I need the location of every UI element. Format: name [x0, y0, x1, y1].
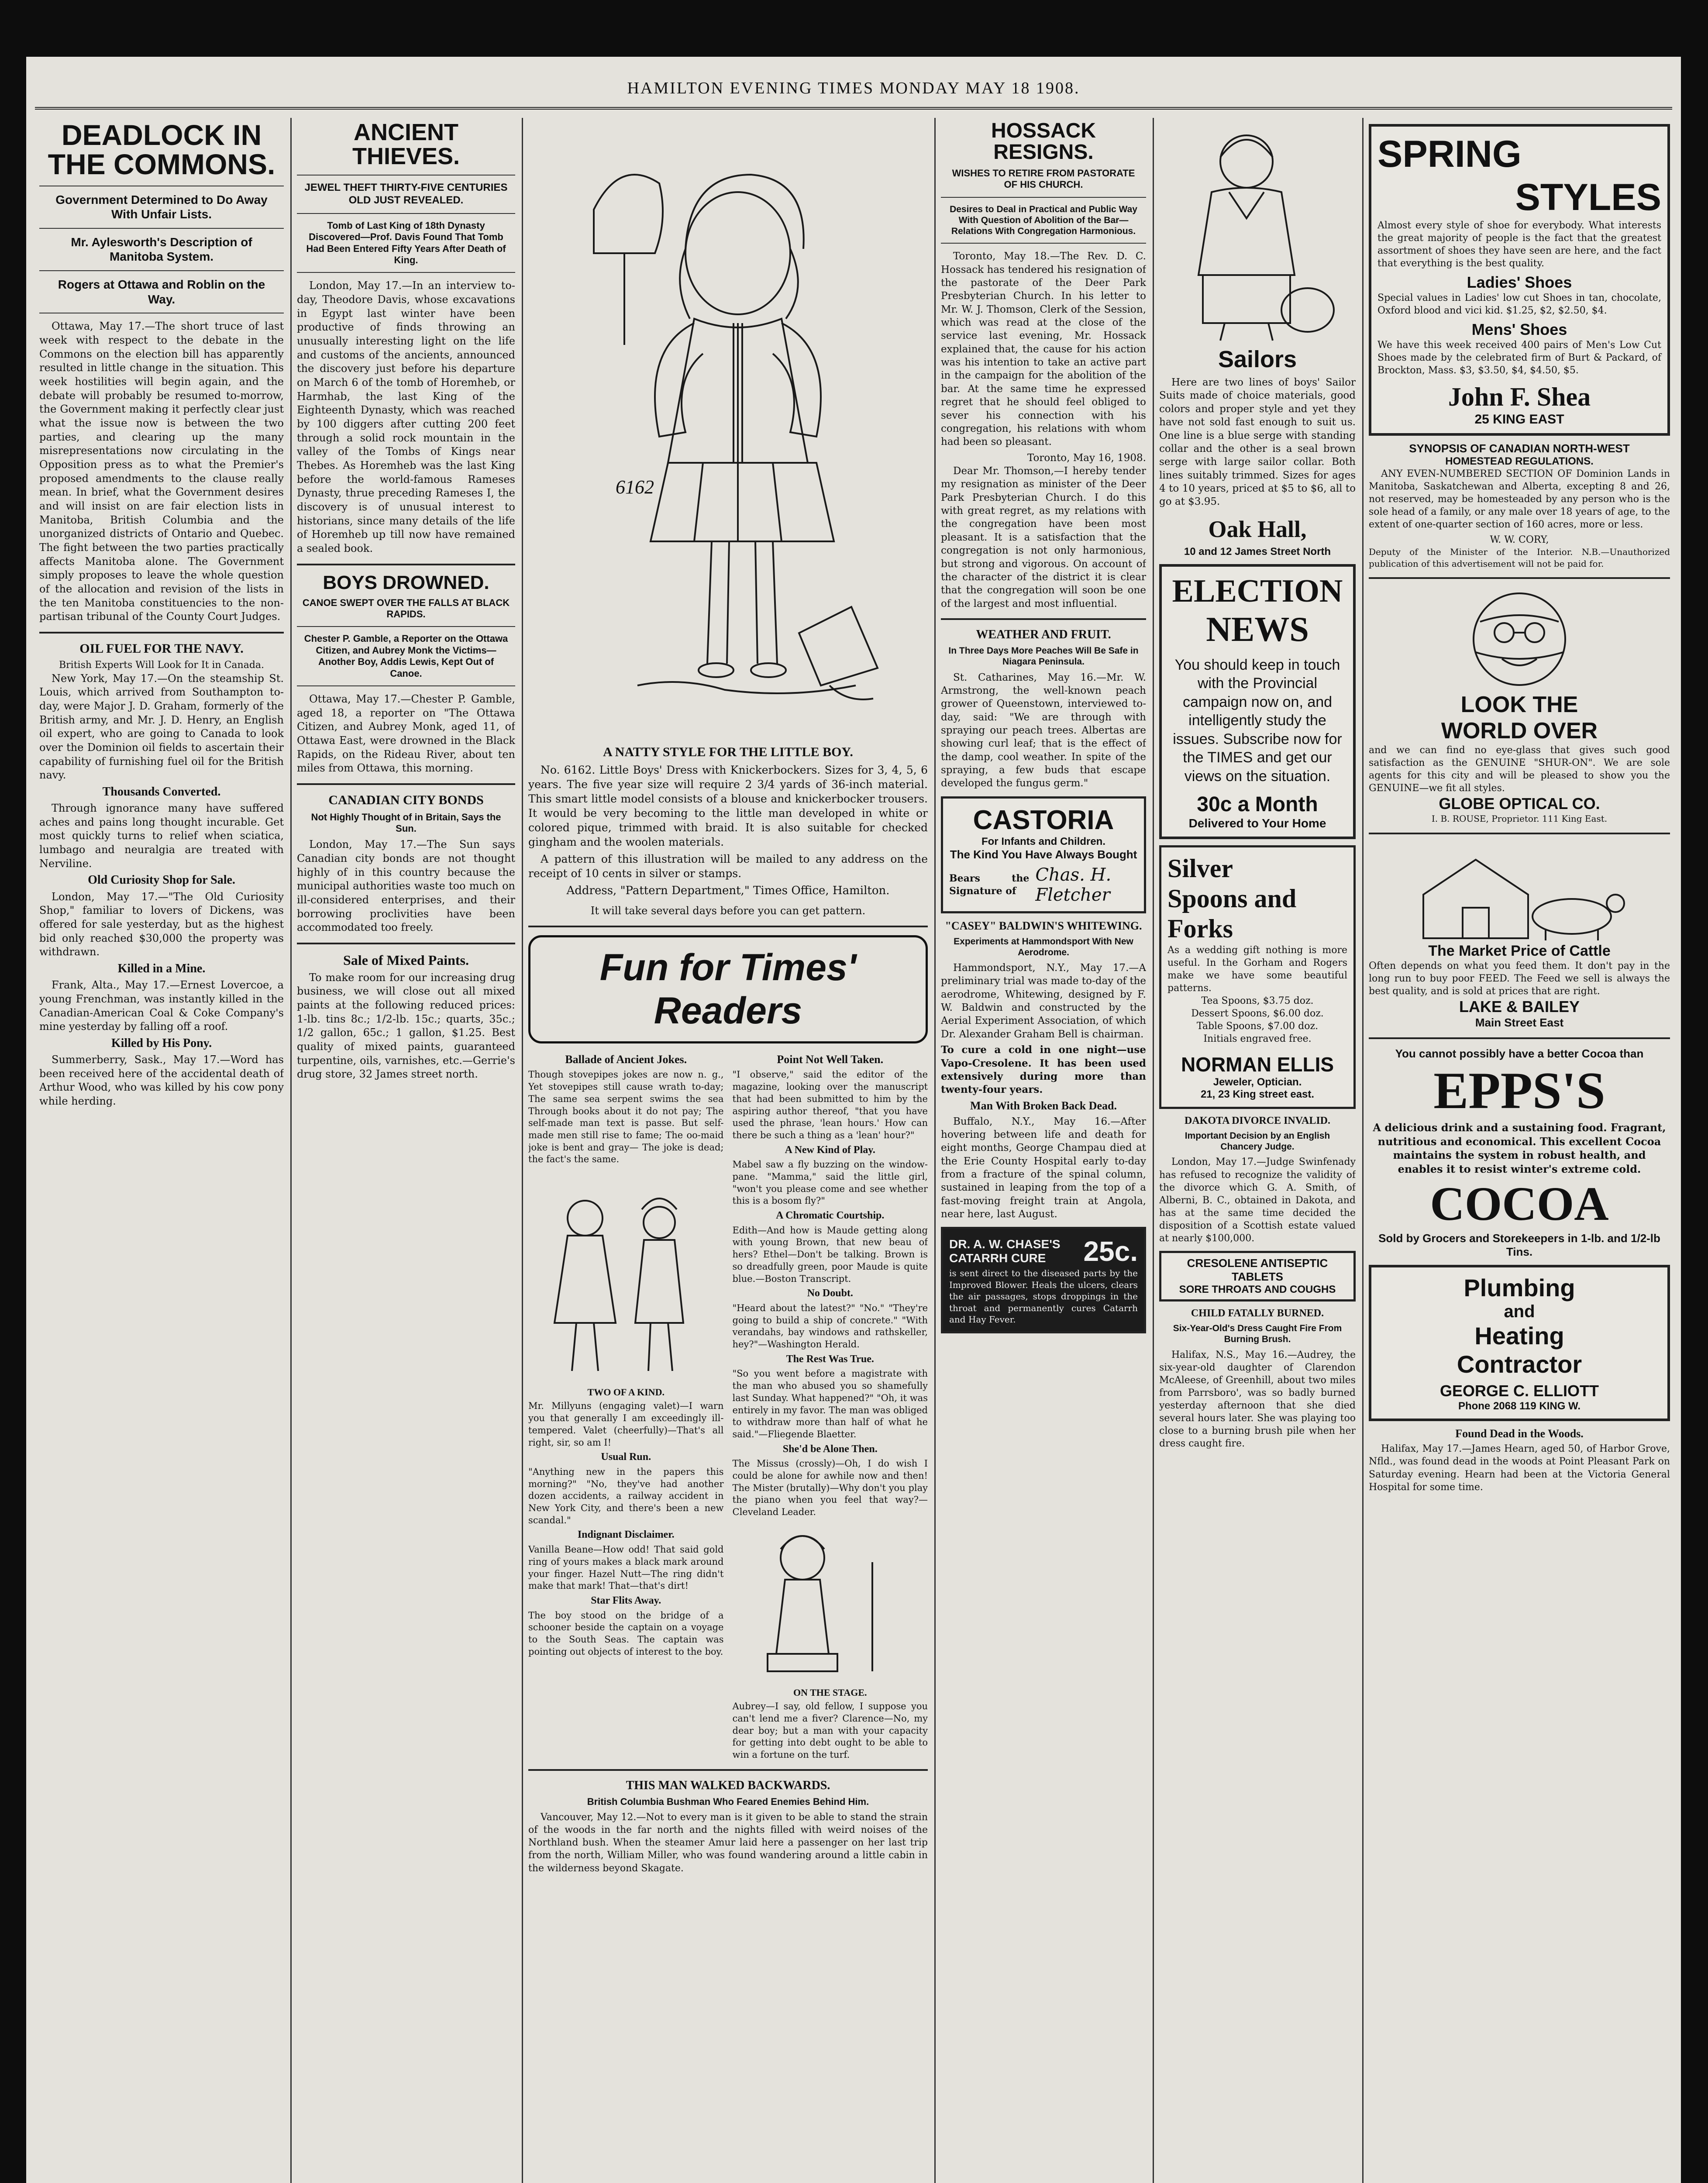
- sailors-title: Sailors: [1218, 346, 1297, 372]
- courtship-text: Edith—And how is Maude getting along with young Brown, that new beau of hers? Ethel—Don't be talking. Brown is so dreadfully green, poor Maude is quite blue.—Boston Transcript.: [732, 1225, 928, 1284]
- headline-oil: OIL FUEL FOR THE NAVY.: [79, 641, 244, 656]
- two-of-a-kind-cartoon: [528, 1166, 724, 1384]
- column-6: [1369, 118, 1670, 2183]
- globe-address: I. B. ROUSE, Proprietor. 111 King East.: [1431, 813, 1608, 824]
- headline-mine: Killed in a Mine.: [117, 961, 206, 975]
- cattle-head: The Market Price of Cattle: [1428, 942, 1611, 959]
- backwards-text: Vancouver, May 12.—Not to every man is it given to be able to stand the strain of the woods in the far north and the nights filled with weird noises of the Northland bush. When the steamer Amur laid here a passenger on her last trip from the north, William Miller, who was found wandering around a little cabin in the wilderness beyond Skagate.: [528, 1812, 928, 1874]
- globe-face-icon: [1463, 587, 1576, 692]
- casey-text: Hammondsport, N.Y., May 17.—A preliminary trial was made to-day of the aerodrome, Whitewing, designed by F. W. Baldwin and constructed by the Aerial Experiment Association, of which Dr. Alexander Graham Bell is chairman.: [941, 962, 1146, 1040]
- shea-ad: [1369, 124, 1670, 436]
- headline-curiosity: Old Curiosity Shop for Sale.: [88, 873, 235, 887]
- headline-hossack: HOSSACK RESIGNS.: [991, 119, 1096, 164]
- headline-paints: Sale of Mixed Paints.: [343, 952, 469, 968]
- elliott-address: Phone 2068 119 KING W.: [1458, 1400, 1581, 1412]
- caption-text: No. 6162. Little Boys' Dress with Knickerbockers. Sizes for 3, 4, 5, 6 years. The five year size will require 2 3/4 yards of 36-inch material. This smart little model consists of a blouse and knickerbocker trousers. It would be very becoming to the little man developed in white or colored pique, trimmed with braid. It is also suitable for checked gingham and the woolen materials. A pattern of this illustration will be mailed to any address on the receipt of 10 cents in silver or stamps.: [528, 763, 928, 880]
- silver-price: Tea Spoons, $3.75 doz.: [1201, 995, 1314, 1007]
- indignant-head: Indignant Disclaimer.: [577, 1529, 675, 1541]
- article-body: London, May 17.—In an interview to-day, Theodore Davis, whose excavations in Egypt last winter have been productive of finds throwing an unusually interesting light on the life and customs of the ancients, announced the discovery just before his departure on March 6 of the tomb of Horemheb, or Harmhab, the last King of the Eighteenth Dynasty, which was reached by 100 diggers after cutting 200 feet through a solid rock mountain in the valley of the Tombs of Kings near Thebes. As Horemheb was the last King before the world-famous Rameses Dynasty, thrue preceding Rameses I, the discovery is of unusual interest to historians, since many details of the life of Horemheb up till now have remained a sealed book.: [297, 279, 515, 555]
- spring-text: Almost every style of shoe for everybody. What interests the great majority of people is the fact that the greatest assortment of shoes they have seen are here, and the fact that everything is the best quality.: [1377, 220, 1661, 269]
- article-body: Summerberry, Sask., May 17.—Word has been received here of the accidental death of Arthur Wood, who was killed by his cow pony while herding.: [39, 1054, 284, 1108]
- deck: JEWEL THEFT THIRTY-FIVE CENTURIES OLD JUST REVEALED.: [304, 182, 508, 206]
- usual-head: Usual Run.: [601, 1451, 651, 1463]
- look-title: LOOK THE: [1460, 692, 1578, 718]
- election-delivery: Delivered to Your Home: [1188, 816, 1326, 830]
- silver-title: Silver: [1167, 854, 1233, 883]
- silver-price: Table Spoons, $7.00 doz.: [1196, 1021, 1319, 1032]
- castoria-signature: Chas. H. Fletcher: [1035, 864, 1112, 905]
- column-2: [297, 118, 515, 2183]
- deck: CANOE SWEPT OVER THE FALLS AT BLACK RAPIDS.: [302, 597, 510, 620]
- courtship-head: A Chromatic Courtship.: [776, 1210, 885, 1222]
- lake-name: LAKE & BAILEY: [1459, 997, 1580, 1016]
- shea-name: John F. Shea: [1448, 382, 1591, 412]
- plumbing-ad: [1369, 1265, 1670, 1421]
- plumbing-title: Heating: [1474, 1322, 1564, 1350]
- synopsis-text: ANY EVEN-NUMBERED SECTION OF Dominion Lands in Manitoba, Saskatchewan and Alberta, excepting 8 and 26, not reserved, may be homesteaded by any person who is the sole head of a family, or any male over 18 years of age, to the extent of one-quarter section of 160 acres, more or less.: [1369, 468, 1670, 530]
- article-body: To make room for our increasing drug business, we will close out all mixed paints at the following reduced prices: 1-lb. tins 8c.; 1/2-lb. 15c.; quarts, 35c.; 1/2 gallon, 65c.; 1 gallon, $1.25. Best quality of mixed paints, guaranteed turpentine, oils, varnishes, etc.—Gerrie's drug store, 32 James street north.: [297, 971, 515, 1081]
- point-text: "I observe," said the editor of the magazine, looking over the manuscript that had been submitted to him by the aspiring author thereof, "that you have used the phrase, 'lean hours.' How can there be such a thing as a 'lean' hour?": [732, 1069, 928, 1140]
- stage-figures: [733, 1518, 916, 1684]
- nodoubt-text: "Heard about the latest?" "No." "They're going to build a ship of concrete." "With verandahs, bay windows and rathskeller, hey?"—Washington Herald.: [732, 1302, 928, 1350]
- synopsis-sub: HOMESTEAD REGULATIONS.: [1445, 455, 1594, 468]
- fashion-illustration: [528, 118, 928, 742]
- ballad: Though stovepipes jokes are now n. g., Yet stovepipes still cause wrath to-day; The same sea serpent swims the sea Through books about it do not pay; The self-made man text is passe. But self-made men still rise to fame; The oo-maid joke is bent and gray— The joke is dead; the fact's the same.: [528, 1069, 724, 1165]
- sailor-boy-illustration: [1159, 118, 1356, 345]
- mens-text: We have this week received 400 pairs of Men's Low Cut Shoes made by the celebrated firm of Burt & Packard, of Brockton, Mass. $3, $3.50, $4, $4.50, $5.: [1377, 340, 1661, 376]
- silver-initials: Initials engraved free.: [1203, 1033, 1312, 1045]
- deck: Experiments at Hammondsport With New Aerodrome.: [954, 936, 1133, 957]
- lake-address: Main Street East: [1475, 1016, 1564, 1029]
- barn-cattle-drawing: [1397, 842, 1642, 943]
- woods-text: Halifax, May 17.—James Hearn, aged 50, of Harbor Grove, Nfld., was found dead in the woods at Point Pleasant Park on Saturday evening. Hearn had been at the Victoria General Hospital for some time.: [1369, 1443, 1670, 1493]
- two-of-a-kind-text: Mr. Millyuns (engaging valet)—I warn you that generally I am exceedingly ill-tempered. Valet (cheerfully)—That's all right, sir, so am I!: [528, 1401, 724, 1448]
- article-body: Frank, Alta., May 17.—Ernest Lovercoe, a young Frenchman, was instantly killed in the Canadian-American Coal & Coke Company's mine yesterday by falling off a roof.: [39, 979, 284, 1033]
- oakhall-address: 10 and 12 James Street North: [1184, 545, 1331, 558]
- silver-price: Dessert Spoons, $6.00 doz.: [1191, 1008, 1324, 1019]
- column-rule: [522, 118, 523, 2183]
- look-text: and we can find no eye-glass that gives such good satisfaction as the GENUINE "SHUR-ON". We are sole agents for this city and will be pleased to show you the GENUINE—we fit all styles.: [1369, 745, 1670, 794]
- headline-pony: Killed by His Pony.: [111, 1036, 212, 1050]
- stage-title: ON THE STAGE.: [793, 1687, 867, 1698]
- play-text: Mabel saw a fly buzzing on the window-pane. "Mamma," said the little girl, "won't you please come and see whether this is a bosom fly?": [732, 1159, 928, 1206]
- shea-address: 25 KING EAST: [1474, 412, 1564, 427]
- stage-text: Aubrey—I say, old fellow, I suppose you can't lend me a fiver? Clarence—No, my dear boy; but a man with your capacity for getting into debt ought to be able to win a fortune on the turf.: [732, 1701, 928, 1760]
- letter-body: Dear Mr. Thomson,—I hereby tender my resignation as minister of the Deer Park Presbyterian Church. I do this with great regret, as my relations with the congregation have been most pleasant. It is a satisfaction that the congregation is not only harmonious, but strong and vigorous. On account of the character of the district it is clear that the congregation will soon be one of the largest and most influential.: [941, 465, 1146, 609]
- cresolene-ad: [1159, 1251, 1356, 1302]
- column-rule: [290, 118, 292, 2183]
- chase-ad: [941, 1227, 1146, 1333]
- figure-number: 6162: [616, 476, 654, 498]
- ballad-head: Ballade of Ancient Jokes.: [565, 1053, 687, 1066]
- look-title2: WORLD OVER: [1441, 718, 1598, 744]
- pattern-address: Address, "Pattern Department," Times Office, Hamilton.: [566, 884, 890, 897]
- cocoa-sub: Sold by Grocers and Storekeepers in 1-lb. and 1/2-lb Tins.: [1378, 1231, 1660, 1258]
- column-4: [941, 118, 1146, 2183]
- masthead: HAMILTON EVENING TIMES MONDAY MAY 18 1908.: [627, 79, 1080, 97]
- star-head: Star Flits Away.: [591, 1594, 661, 1606]
- divorce-head: DAKOTA DIVORCE INVALID.: [1184, 1115, 1331, 1126]
- farm-illustration: [1369, 842, 1670, 943]
- cocoa-title: COCOA: [1430, 1177, 1609, 1230]
- column-rule: [1362, 118, 1364, 2183]
- deck: British Columbia Bushman Who Feared Enemies Behind Him.: [587, 1796, 869, 1807]
- column-5: [1159, 118, 1356, 2183]
- headline-deadlock: DEADLOCK IN THE COMMONS.: [48, 119, 275, 181]
- deck: In Three Days More Peaches Will Be Safe in Niagara Peninsula.: [948, 646, 1139, 667]
- oakhall-title: Oak Hall,: [1208, 516, 1307, 542]
- star-text: The boy stood on the bridge of a schooner beside the captain on a voyage to the South Seas. The captain was pointing out objects of interest to the boy.: [528, 1610, 724, 1657]
- article-body: Ottawa, May 17.—The short truce of last week with respect to the debate in the Commons on the election bill has apparently resulted in little change in the situation. This week hostilities will begin again, and the debate will probably be resumed to-morrow, the Government making it perfectly clear just what the issue now is between the two parties, and clearing up the many misrepresentations now circulating in the Opposition press as to what the Premier's proposed amendments to the clause really mean. In brief, what the Government desires and will insist on are fair election lists in Manitoba, British Columbia and the unorganized districts of Ontario and Quebec. The fight between the two parties practically affects Manitoba alone. The Government simply proposes to leave the whole question of the allocation and revision of the lists in the ten Manitoba constituencies to the non-partisan tribunal of the County Court Judges.: [39, 320, 284, 623]
- ellis-address: 21, 23 King street east.: [1200, 1088, 1315, 1100]
- indignant-text: Vanilla Beane—How odd! That said gold ring of yours makes a black mark around your finger. Hazel Nutt—The ring didn't make that mark! That—that's dirt!: [528, 1544, 724, 1591]
- election-text: You should keep in touch with the Provincial campaign now on, and intelligently study the issues. Subscribe now for the TIMES and get our views on the situation.: [1173, 656, 1342, 785]
- election-title2: NEWS: [1206, 610, 1309, 649]
- epps-text: A delicious drink and a sustaining food. Fragrant, nutritious and economical. This excellent Cocoa maintains the system in robust health, and enables it to resist winter's extreme cold.: [1373, 1121, 1666, 1175]
- corey-name: W. W. CORY,: [1490, 534, 1549, 546]
- woods-head: Found Dead in the Woods.: [1455, 1427, 1584, 1440]
- mens-title: Mens' Shoes: [1471, 320, 1567, 339]
- plumbing-title: Contractor: [1457, 1350, 1582, 1378]
- alone-text: The Missus (crossly)—Oh, I do wish I could be alone for awhile now and then! The Mister (brutally)—Why don't you play the piano when you feel that way?—Cleveland Leader.: [732, 1458, 928, 1518]
- deck: Tomb of Last King of 18th Dynasty Discovered—Prof. Davis Found That Tomb Had Been Entered Fifty Years After Death of King.: [306, 220, 506, 265]
- weather-head: WEATHER AND FRUIT.: [976, 627, 1111, 641]
- synopsis-head: SYNOPSIS OF CANADIAN NORTH-WEST: [1409, 442, 1630, 455]
- masthead-rule: [35, 107, 1672, 110]
- headline-ancient-thieves: ANCIENT THIEVES.: [352, 119, 460, 170]
- silver-ad: [1159, 845, 1356, 1109]
- elliott-name: GEORGE C. ELLIOTT: [1439, 1381, 1599, 1400]
- column-1: [39, 118, 284, 2183]
- castoria-sub: For Infants and Children.: [981, 835, 1105, 847]
- alone-head: She'd be Alone Then.: [782, 1443, 878, 1455]
- castoria-ad: [941, 796, 1146, 913]
- silver-title: Forks: [1167, 914, 1233, 943]
- two-of-a-kind-title: TWO OF A KIND.: [587, 1387, 665, 1398]
- globe-illustration: [1369, 587, 1670, 692]
- cresolene-sub: SORE THROATS AND COUGHS: [1179, 1283, 1336, 1295]
- deck: Not Highly Thought of in Britain, Says the Sun.: [311, 811, 501, 834]
- article-body: London, May 17.—The Sun says Canadian city bonds are not thought highly of in this country because the municipal authorities waste too much on ill-considered enterprises, and their borrowing proclivities have been accommodated too freely.: [297, 838, 515, 934]
- plumbing-title: and: [1504, 1302, 1535, 1321]
- spring-title: SPRING: [1377, 133, 1522, 175]
- chase-text: is sent direct to the diseased parts by the Improved Blower. Heals the ulcers, clears the air passages, stops droppings in the throat and permanently cures Catarrh and Hay Fever.: [949, 1268, 1138, 1325]
- boy-dress-illustration: [528, 118, 928, 742]
- play-head: A New Kind of Play.: [785, 1144, 875, 1156]
- point-head: Point Not Well Taken.: [777, 1053, 884, 1066]
- epps-pre: You cannot possibly have a better Cocoa than: [1395, 1047, 1644, 1060]
- deck: Chester P. Gamble, a Reporter on the Ottawa Citizen, and Aubrey Monk the Victims—Another Boy, Addis Lewis, Kept Out of Canoe.: [304, 633, 508, 679]
- article-body: Through ignorance many have suffered aches and pains long thought incurable. Get most quickly turns to relief when sciatica, lumbago and neuralgia are treated with Nerviline.: [39, 802, 284, 870]
- epps-title: EPPS'S: [1433, 1061, 1605, 1119]
- sailors-text: Here are two lines of boys' Sailor Suits made of choice materials, good colors and proper style and yet they have not sold fast enough to suit us. One line is a blue serge with standing collar and the other is a seal brown serge with large sailor collar. Both lines suitably trimmed. Sizes for ages 4 to 10 years, priced at $5 to $6, all to go at $3.95.: [1159, 377, 1356, 508]
- cresolene-title: CRESOLENE ANTISEPTIC TABLETS: [1187, 1256, 1328, 1283]
- globe-name: GLOBE OPTICAL CO.: [1439, 795, 1600, 813]
- fun-columns: [528, 1050, 928, 1761]
- backwards-head: THIS MAN WALKED BACKWARDS.: [626, 1778, 830, 1792]
- caption-head: A NATTY STYLE FOR THE LITTLE BOY.: [603, 745, 853, 759]
- vapo-text: To cure a cold in one night—use Vapo-Cresolene. It has been used extensively during more than twenty-four years.: [941, 1044, 1146, 1096]
- silver-title: Spoons and: [1167, 884, 1297, 913]
- nodoubt-head: No Doubt.: [807, 1288, 853, 1299]
- chase-name: DR. A. W. CHASE'S CATARRH CURE: [949, 1237, 1061, 1265]
- burned-text: Halifax, N.S., May 16.—Audrey, the six-year-old daughter of Clarendon McAleese, of Greenhill, about two miles from Parrsboro', was so badly burned yesterday afternoon that she died several hours later. She was playing too close to a burning brush pile when her dress caught fire.: [1159, 1349, 1356, 1449]
- column-3: [528, 118, 928, 2183]
- on-the-stage-cartoon: [733, 1518, 928, 1684]
- article-body: New York, May 17.—On the steamship St. Louis, which arrived from Southampton to-day, were Major J. D. Graham, formerly of the British army, and Mr. J. D. Henry, an English oil expert, who are going to Canada to look over the Dominion oil fields to ascertain their capability of furnishing fuel oil for the British navy.: [39, 672, 284, 782]
- corey-text: Deputy of the Minister of the Interior. N.B.—Unauthorized publication of this advertisement will not be paid for.: [1369, 547, 1670, 569]
- deck: Desires to Deal in Practical and Public Way With Question of Abolition of the Bar—Relations With Congregation Harmonious.: [950, 204, 1137, 237]
- broken-head: Man With Broken Back Dead.: [970, 1099, 1117, 1112]
- article-body: London, May 17.—"The Old Curiosity Shop," familiar to lovers of Dickens, was offered for sale yesterday, but as the highest bid only reached $30,000 the property was withdrawn.: [39, 890, 284, 958]
- burned-head: CHILD FATALLY BURNED.: [1191, 1307, 1324, 1319]
- ellis-title: NORMAN ELLIS: [1181, 1053, 1334, 1076]
- newspaper-page: [26, 57, 1681, 2183]
- deck: Mr. Aylesworth's Description of Manitoba System.: [71, 235, 252, 264]
- castoria-title: CASTORIA: [973, 805, 1114, 835]
- deck: Rogers at Ottawa and Roblin on the Way.: [58, 278, 265, 306]
- sailor-boy-drawing: [1159, 118, 1356, 345]
- deck: Six-Year-Old's Dress Caught Fire From Burning Brush.: [1173, 1323, 1342, 1345]
- broken-text: Buffalo, N.Y., May 16.—After hovering between life and death for eight months, George Champau died at the Erie County Hospital early to-day from a fracture of the spinal column, sustained in leaping from the top of a fast-moving freight train at Angola, near here, last August.: [941, 1116, 1146, 1220]
- cattle-text: Often depends on what you feed them. It don't pay in the long run to buy poor FEED. The Feed we sell is always the best quality, and is sold at prices that are right.: [1369, 960, 1670, 997]
- ladies-title: Ladies' Shoes: [1467, 273, 1572, 292]
- ladies-text: Special values in Ladies' low cut Shoes in tan, chocolate, Oxford blood and vici kid. $1.25, $2, $2.50, $4.: [1377, 293, 1661, 317]
- deck: WISHES TO RETIRE FROM PASTORATE OF HIS CHURCH.: [952, 167, 1135, 190]
- article-body: Toronto, May 18.—The Rev. D. C. Hossack has tendered his resignation of the pastorate of the Deer Park Presbyterian Church. In his letter to Mr. W. J. Thomson, Clerk of the Session, which was read at the close of the service last evening, Mr. Hossack explained that, the cause for his action was his intention to take an active part in the campaign for the abolition of the bar. At the same time he expressed regret that he should feel obliged to sever his connection with his congregation, his relations with whom had been so pleasant.: [941, 251, 1146, 448]
- column-rule: [934, 118, 936, 2183]
- election-price: 30c a Month: [1197, 793, 1318, 816]
- deck: Government Determined to Do Away With Unfair Lists.: [55, 193, 268, 221]
- column-rule: [1153, 118, 1154, 2183]
- usual-text: "Anything new in the papers this morning?" "No, they've had another dozen accidents, a railway accident in New York City, and there's been a new scandal.": [528, 1466, 724, 1525]
- silver-text: As a wedding gift nothing is more useful. In the Gorham and Rogers make we have some beautiful patterns.: [1167, 945, 1347, 994]
- headline-boys-drowned: BOYS DROWNED.: [323, 572, 489, 593]
- headline-converted: Thousands Converted.: [102, 785, 221, 799]
- spring-title2: STYLES: [1515, 176, 1661, 218]
- fun-banner: Fun for Times' Readers: [528, 935, 928, 1043]
- plumbing-title: Plumbing: [1464, 1274, 1575, 1302]
- divorce-text: London, May 17.—Judge Swinfenady has refused to recognize the validity of the divorce which G. A. Smith, of Alberni, B. C., obtained in Dakota, and has at the same time decided the disposition of a Scottish estate valued at nearly $100,000.: [1159, 1157, 1356, 1244]
- letter-date: Toronto, May 16, 1908.: [1027, 452, 1146, 464]
- cartoon-figures: [528, 1166, 712, 1384]
- pattern-wait: It will take several days before you can get pattern.: [590, 904, 866, 917]
- election-ad: [1159, 564, 1356, 840]
- castoria-sub: The Kind You Have Always Bought: [950, 847, 1137, 861]
- election-title: ELECTION: [1172, 573, 1343, 609]
- weather-text: St. Catharines, May 16.—Mr. W. Armstrong, the well-known peach grower of Queenstown, interviewed to-day, said: "We are through with spraying our peach trees. Albertas are showing curl leaf; that is the effect of the damp, cool weather. In spite of the spraying, a few buds that escape developed the fungus germ.": [941, 671, 1146, 789]
- headline-city-bonds: CANADIAN CITY BONDS: [328, 793, 484, 807]
- article-body: Ottawa, May 17.—Chester P. Gamble, aged 18, a reporter on "The Ottawa Citizen, and Aubrey Monk, aged 11, of Ottawa East, were drowned in the Black Rapids, on the Rideau River, about ten miles from Ottawa, this morning.: [297, 692, 515, 775]
- castoria-bears: Bears the Signature of: [949, 872, 1030, 897]
- rest-head: The Rest Was True.: [786, 1353, 874, 1365]
- deck: British Experts Will Look for It in Canada.: [59, 660, 265, 671]
- rest-text: "So you went before a magistrate with the man who abused you so shamefully last Sunday. What happened?" "Oh, it was entirely in my favor. The man was obliged to withdraw more than half of what he said."—Fliegende Blaetter.: [732, 1368, 928, 1439]
- casey-head: "CASEY" BALDWIN'S WHITEWING.: [945, 919, 1142, 932]
- deck: Important Decision by an English Chancery Judge.: [1185, 1131, 1330, 1152]
- ellis-sub: Jeweler, Optician.: [1213, 1076, 1302, 1088]
- chase-price: 25c.: [1083, 1236, 1138, 1267]
